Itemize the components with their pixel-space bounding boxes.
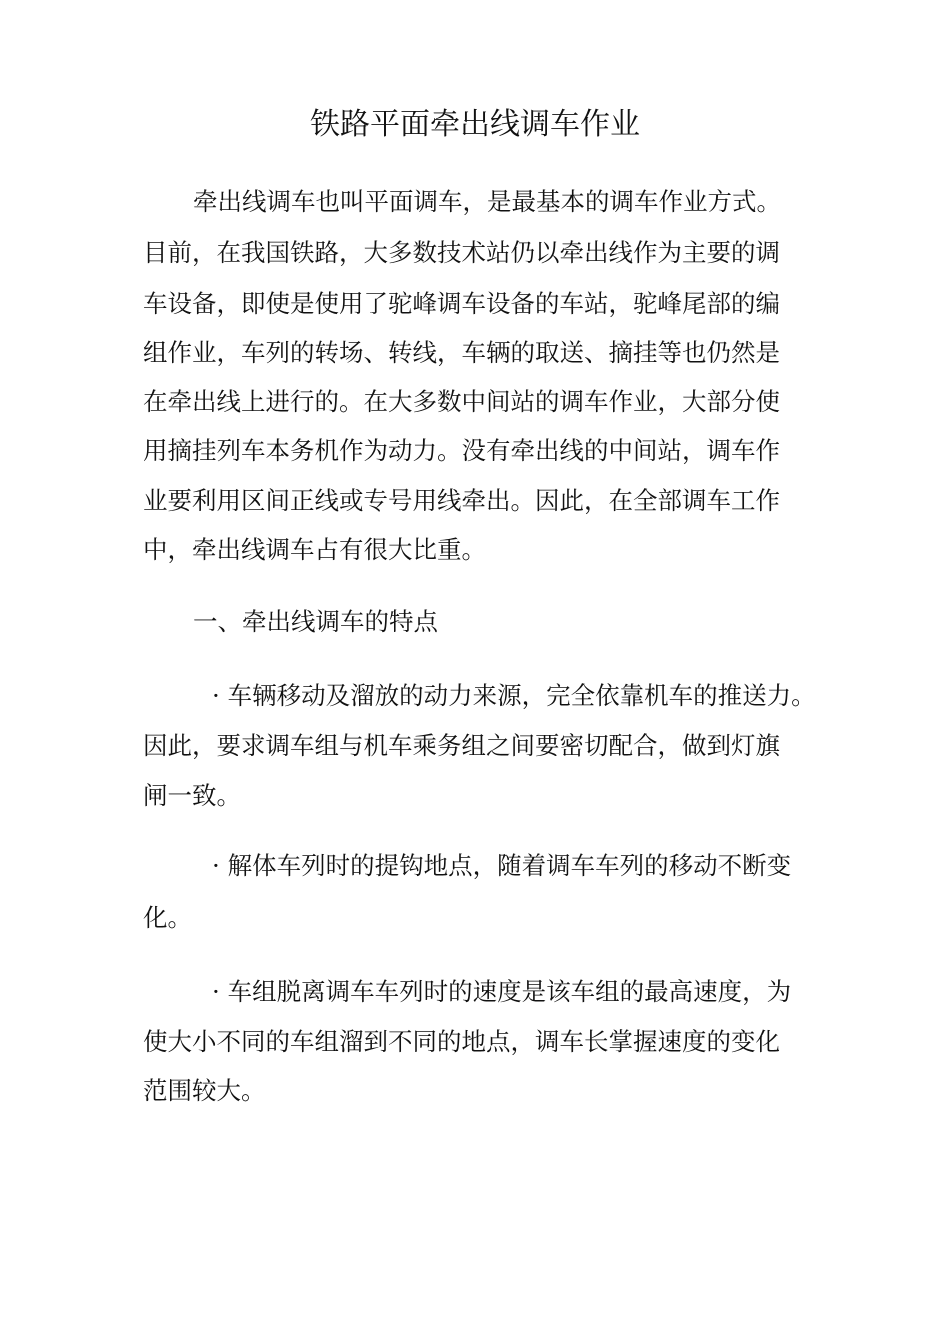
intro-line-6: 用摘挂列车本务机作为动力。没有牵出线的中间站，调车作	[143, 436, 780, 465]
bullet1-line-1: · 车辆移动及溜放的动力来源，完全依靠机车的推送力。	[212, 681, 816, 710]
bullet2-line-2: 化。	[143, 903, 192, 932]
intro-line-4: 组作业，车列的转场、转线，车辆的取送、摘挂等也仍然是	[143, 338, 780, 367]
bullet2-line-1: · 解体车列时的提钩地点，随着调车车列的移动不断变	[212, 851, 792, 880]
bullet1-line-3: 闸一致。	[143, 781, 241, 810]
document-title: 铁路平面牵出线调车作业	[310, 107, 640, 142]
bullet3-line-2: 使大小不同的车组溜到不同的地点，调车长掌握速度的变化	[143, 1027, 780, 1056]
intro-line-8: 中，牵出线调车占有很大比重。	[143, 535, 486, 564]
bullet3-line-1: · 车组脱离调车车列时的速度是该车组的最高速度，为	[212, 977, 792, 1006]
intro-line-5: 在牵出线上进行的。在大多数中间站的调车作业，大部分使	[143, 387, 780, 416]
bullet1-line-2: 因此，要求调车组与机车乘务组之间要密切配合，做到灯旗	[143, 731, 780, 760]
intro-line-2: 目前，在我国铁路，大多数技术站仍以牵出线作为主要的调	[143, 238, 780, 267]
intro-line-7: 业要利用区间正线或专号用线牵出。因此，在全部调车工作	[143, 486, 780, 515]
intro-line-3: 车设备，即使是使用了驼峰调车设备的车站，驼峰尾部的编	[143, 289, 780, 318]
bullet3-line-3: 范围较大。	[143, 1076, 266, 1105]
section-heading: 一、牵出线调车的特点	[193, 607, 438, 636]
intro-line-1: 牵出线调车也叫平面调车，是最基本的调车作业方式。	[193, 187, 781, 216]
